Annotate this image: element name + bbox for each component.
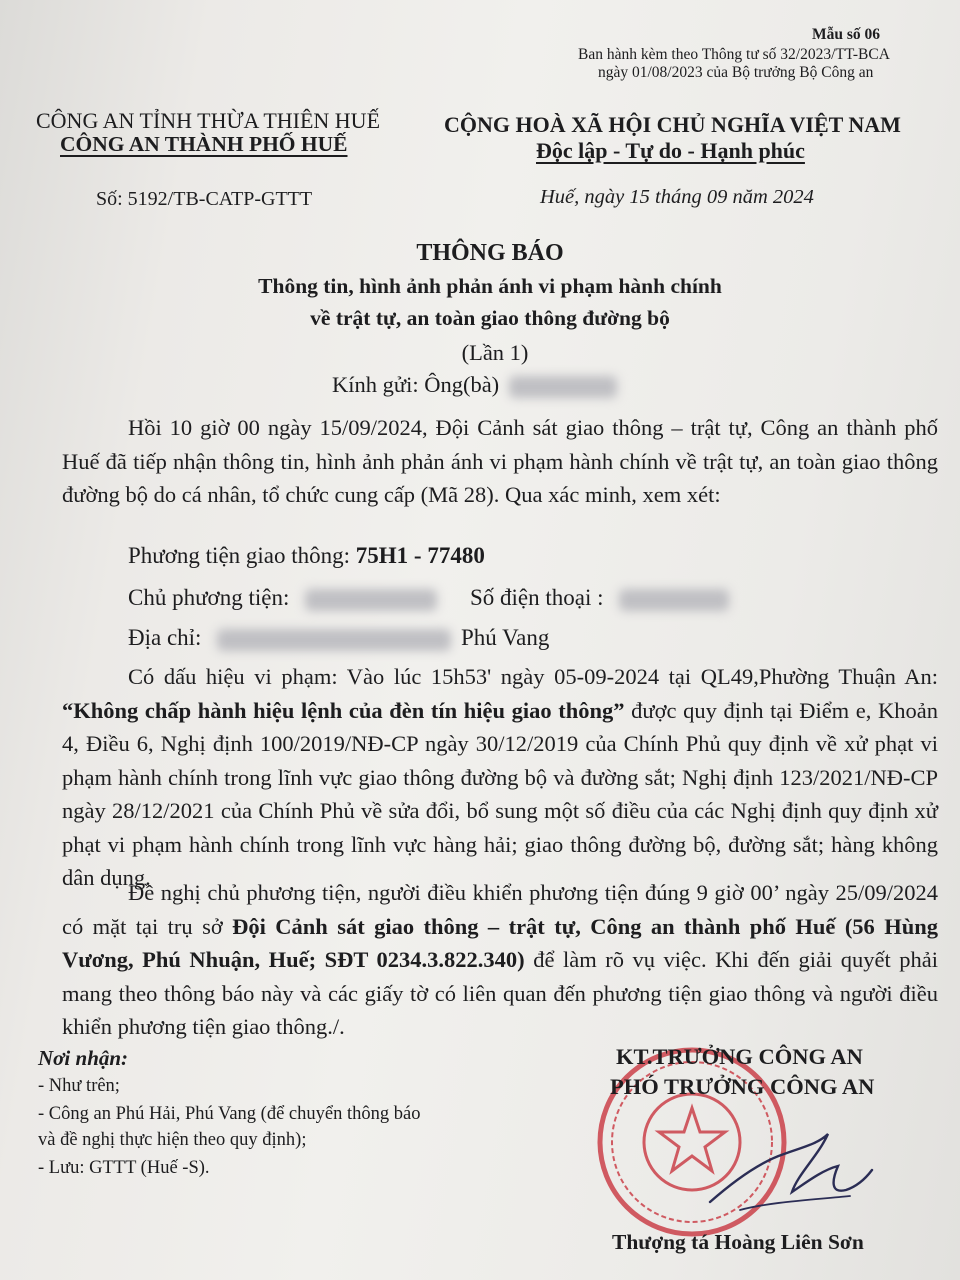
document-title: THÔNG BÁO (416, 240, 564, 266)
intro-paragraph (62, 411, 938, 512)
agency-province: CÔNG AN TỈNH THỪA THIÊN HUẾ (36, 108, 381, 133)
address-redacted (217, 629, 451, 651)
vehicle-row (128, 543, 485, 569)
document-subtitle-2: về trật tự, an toàn giao thông đường bộ (310, 306, 670, 330)
address-label: Địa chỉ: (128, 625, 202, 650)
recipient-item: - Lưu: GTTT (Huế -S). (38, 1158, 210, 1178)
recipient-label: Kính gửi: Ông(bà) (332, 372, 500, 397)
address-district: Phú Vang (460, 625, 550, 650)
phone-number-redacted (619, 589, 729, 611)
recipients-heading: Nơi nhận: (38, 1046, 129, 1070)
agency-city: CÔNG AN THÀNH PHỐ HUẾ (60, 132, 348, 156)
document-date: Huế, ngày 15 tháng 09 năm 2024 (540, 186, 814, 208)
owner-name-redacted (305, 589, 437, 611)
document-number: Số: 5192/TB-CATP-GTTT (96, 188, 313, 210)
violation-description: “Không chấp hành hiệu lệnh của đèn tín hiệu giao thông” (62, 697, 625, 723)
vehicle-label: Phương tiện giao thông: (128, 543, 351, 568)
country-name: CỘNG HOÀ XÃ HỘI CHỦ NGHĨA VIỆT NAM (444, 112, 901, 137)
recipient-line (332, 372, 617, 398)
intro-text: Hồi 10 giờ 00 ngày 15/09/2024, Đội Cảnh sát giao thông – trật tự, Công an thành phố Huế đã tiếp nhận thông tin, hình ảnh phản ánh vi phạm hành chính về trật tự, an toàn giao thông đường bộ do cá nhân, tổ chức cung cấp (Mã 28). Qua xác minh, xem xét: (62, 415, 938, 507)
vehicle-plate: 75H1 - 77480 (355, 543, 485, 568)
address-row (128, 625, 549, 651)
request-location: Đội Cảnh sát giao thông – trật tự, Công an thành phố Huế (56 Hùng Vương, Phú Nhuận, Huế; SĐT 0234.3.822.340) (62, 913, 938, 972)
request-paragraph (62, 876, 938, 1044)
form-issued-line1: Ban hành kèm theo Thông tư số 32/2023/TT-BCA (578, 46, 890, 63)
recipient-item: - Như trên; (38, 1076, 120, 1096)
handwritten-signature (700, 1110, 880, 1230)
violation-intro: Có dấu hiệu vi phạm: Vào lúc 15h53' ngày 05-09-2024 tại QL49,Phường Thuận An: (128, 664, 938, 689)
form-number: Mẫu số 06 (812, 26, 881, 43)
recipient-item: - Công an Phú Hải, Phú Vang (để chuyển thông báo (38, 1104, 421, 1124)
violation-paragraph (62, 660, 938, 895)
signer-name: Thượng tá Hoàng Liên Sơn (612, 1230, 864, 1254)
owner-label: Chủ phương tiện: (128, 585, 290, 610)
document-subtitle-1: Thông tin, hình ảnh phản ánh vi phạm hành chính (258, 274, 722, 298)
owner-row (128, 585, 437, 611)
request-intro: Đề nghị chủ phương tiện, người điều khiển phương tiện đúng 9 giờ 00’ ngày 25/09/2024 có mặt tại trụ sở (62, 880, 938, 939)
recipient-item: và đề nghị thực hiện theo quy định); (38, 1130, 307, 1150)
country-motto: Độc lập - Tự do - Hạnh phúc (536, 138, 805, 163)
notice-round: (Lần 1) (461, 340, 529, 365)
signer-title-1: KT.TRƯỞNG CÔNG AN (616, 1044, 863, 1069)
phone-row (470, 585, 729, 611)
signer-title-2: PHÓ TRƯỞNG CÔNG AN (610, 1074, 875, 1099)
recipient-name-redacted (509, 376, 617, 398)
form-issued-line2: ngày 01/08/2023 của Bộ trưởng Bộ Công an (598, 64, 874, 81)
request-instructions: để làm rõ vụ việc. Khi đến giải quyết phải mang theo thông báo này và các giấy tờ có liên quan đến phương tiện giao thông và người điều khiển phương tiện giao thông./. (62, 947, 938, 1039)
violation-legal-basis: được quy định tại Điểm e, Khoản 4, Điều 6, Nghị định 100/2019/NĐ-CP ngày 30/12/2019 của Chính Phủ quy định về xử phạt vi phạm hành chính trong lĩnh vực giao thông đường bộ và đường sắt; Nghị định 123/2021/NĐ-CP ngày 28/12/2021 của Chính Phủ về sửa đổi, bổ sung một số điều của các Nghị định quy định xử phạt vi phạm hành chính trong lĩnh vực hàng hải; giao thông đường bộ, đường sắt; hàng không dân dụng. (62, 697, 939, 890)
phone-label: Số điện thoại : (470, 585, 604, 610)
